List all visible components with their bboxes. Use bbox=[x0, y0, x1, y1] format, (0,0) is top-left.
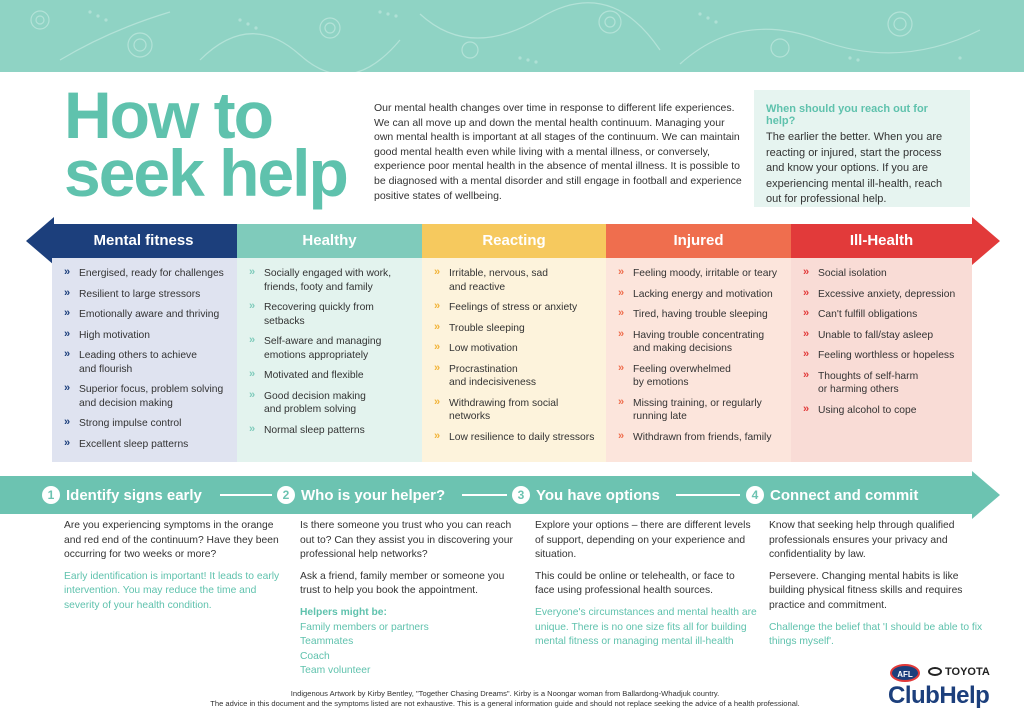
bullet-icon: » bbox=[618, 266, 625, 278]
symptom-item bbox=[64, 438, 229, 452]
bullet-icon: » bbox=[434, 395, 441, 408]
bullet-icon: » bbox=[64, 327, 71, 340]
helper-item: Teammates bbox=[300, 636, 354, 648]
symptom-item bbox=[618, 397, 783, 424]
symptom-item bbox=[64, 288, 229, 302]
symptom-item bbox=[803, 288, 964, 302]
symptom-text: Recovering quickly from setbacks bbox=[264, 302, 374, 327]
symptom-text: Irritable, nervous, sad and reactive bbox=[449, 268, 549, 293]
symptom-text: Self-aware and managing emotions appropriately bbox=[264, 336, 382, 361]
bullet-icon: » bbox=[618, 307, 625, 319]
symptom-list bbox=[618, 267, 783, 444]
continuum-column-5 bbox=[791, 258, 972, 462]
step-1-text: Are you experiencing symptoms in the orange and red end of the continuum? Have they been occurring for two weeks or more? bbox=[64, 520, 279, 561]
symptom-item bbox=[249, 424, 414, 438]
symptom-item bbox=[434, 342, 598, 356]
symptom-item bbox=[803, 370, 964, 397]
symptom-text: Socially engaged with work, friends, footy and family bbox=[264, 268, 392, 293]
artwork-banner bbox=[0, 0, 1024, 72]
bullet-icon: » bbox=[618, 361, 625, 374]
continuum-column-1 bbox=[52, 258, 237, 462]
step-4-highlight: Challenge the belief that 'I should be able to fix things myself'. bbox=[769, 621, 983, 648]
symptom-item bbox=[803, 267, 964, 281]
continuum-label: Healthy bbox=[302, 232, 357, 249]
symptom-item bbox=[249, 335, 414, 362]
step-3-text-2: This could be online or telehealth, or face to face using professional health sources. bbox=[535, 570, 735, 597]
bullet-icon: » bbox=[434, 300, 441, 312]
symptom-item bbox=[434, 267, 598, 294]
bullet-icon: » bbox=[803, 307, 810, 319]
bullet-icon: » bbox=[803, 327, 810, 340]
symptom-text: Unable to fall/stay asleep bbox=[818, 329, 934, 341]
step-2-header bbox=[277, 483, 445, 507]
bullet-icon: » bbox=[434, 320, 441, 333]
bullet-icon: » bbox=[249, 266, 256, 278]
continuum-column-3 bbox=[422, 258, 606, 462]
symptom-item bbox=[434, 322, 598, 336]
step-connector-1 bbox=[220, 494, 272, 496]
symptom-list bbox=[64, 267, 229, 451]
toyota-wordmark: TOYOTA bbox=[945, 666, 990, 678]
helper-item: Coach bbox=[300, 650, 330, 662]
step-2-text: Is there someone you trust who you can reach out to? Can they assist you in discovering your professional help networks? bbox=[300, 520, 513, 561]
callout-body: The earlier the better. When you are reacting or injured, start the process and know your options. If you are experiencing mental ill-health, reach out for professional help. bbox=[766, 131, 943, 205]
symptom-item bbox=[434, 431, 598, 445]
afl-logo: AFL bbox=[890, 664, 920, 682]
step-connector-2 bbox=[462, 494, 507, 496]
step-4-title: Connect and commit bbox=[770, 486, 919, 504]
bullet-icon: » bbox=[618, 286, 625, 299]
symptom-text: Feeling worthless or hopeless bbox=[818, 350, 955, 361]
artwork-credit: Indigenous Artwork by Kirby Bentley, "Together Chasing Dreams". Kirby is a Noongar woman from Ballardong-Whadjuk country. bbox=[290, 689, 720, 698]
step-1-title: Identify signs early bbox=[66, 486, 202, 504]
toyota-emblem-icon bbox=[928, 667, 942, 676]
step-3-highlight: Everyone's circumstances and mental health are unique. There is no one size fits all for building mental fitness or managing mental ill-health bbox=[535, 606, 757, 648]
symptom-text: Social isolation bbox=[818, 268, 887, 279]
page-title bbox=[64, 78, 347, 210]
continuum-column-4 bbox=[606, 258, 791, 462]
helpers-title: Helpers might be: bbox=[300, 606, 387, 618]
bullet-icon: » bbox=[249, 388, 256, 401]
intro-paragraph: Our mental health changes over time in response to different life experiences. We can all move up and down the mental health continuum. Managing your own mental health is important at all stages of the continuum. We can maintain good mental health even while living with a mental illness, or conversely, experience poor mental health in the absence of mental illness. It is possible to be diagnosed with a mental disorder and still engage in football and experience positive states of wellbeing. bbox=[374, 102, 742, 202]
step-2-title: Who is your helper? bbox=[301, 486, 446, 504]
symptom-text: High motivation bbox=[79, 329, 150, 341]
title-line-2: seek help bbox=[64, 136, 347, 210]
continuum-label: Reacting bbox=[482, 232, 546, 249]
symptom-item bbox=[249, 369, 414, 383]
bullet-icon: » bbox=[64, 382, 71, 394]
symptom-text: Superior focus, problem solving and decision making bbox=[79, 384, 224, 409]
steps-arrow bbox=[972, 471, 1000, 519]
continuum-right-arrow bbox=[972, 217, 1000, 265]
step-3-header bbox=[512, 483, 660, 507]
bullet-icon: » bbox=[64, 307, 71, 319]
step-3-number: 3 bbox=[512, 486, 530, 504]
symptom-list bbox=[434, 267, 598, 444]
title-line-1: How to bbox=[64, 78, 272, 152]
step-1-number: 1 bbox=[42, 486, 60, 504]
step-1-header bbox=[42, 483, 202, 507]
continuum-header-2 bbox=[237, 224, 422, 258]
reach-out-callout bbox=[754, 90, 970, 207]
symptom-text: Resilient to large stressors bbox=[79, 288, 201, 300]
bullet-icon: » bbox=[249, 422, 256, 435]
symptom-text: Tired, having trouble sleeping bbox=[633, 309, 768, 320]
bullet-icon: » bbox=[618, 395, 625, 408]
symptom-item bbox=[434, 397, 598, 424]
bullet-icon: » bbox=[434, 361, 441, 374]
bullet-icon: » bbox=[434, 266, 441, 278]
symptom-item bbox=[618, 288, 783, 302]
step-4-body bbox=[769, 519, 991, 657]
bullet-icon: » bbox=[64, 266, 71, 278]
callout-title: When should you reach out for help? bbox=[766, 103, 928, 127]
symptom-text: Feeling moody, irritable or teary bbox=[633, 268, 778, 279]
symptom-text: Normal sleep patterns bbox=[264, 424, 365, 436]
symptom-text: Procrastination and indecisiveness bbox=[449, 363, 537, 388]
step-1-highlight: Early identification is important! It leads to early intervention. You may reduce the time and severity of your health condition. bbox=[64, 570, 280, 611]
symptom-text: Using alcohol to cope bbox=[818, 404, 917, 416]
sponsor-logos bbox=[888, 664, 998, 712]
continuum-label: Mental fitness bbox=[93, 232, 194, 249]
symptom-item bbox=[64, 383, 229, 410]
continuum-label: Ill-Health bbox=[849, 232, 914, 249]
bullet-icon: » bbox=[618, 327, 625, 340]
symptom-item bbox=[803, 329, 964, 343]
bullet-icon: » bbox=[803, 402, 810, 415]
symptom-list bbox=[249, 267, 414, 437]
symptom-text: Good decision making and problem solving bbox=[264, 390, 366, 415]
symptom-item bbox=[434, 301, 598, 315]
symptom-item bbox=[249, 301, 414, 328]
symptom-item bbox=[618, 308, 783, 322]
step-3-title: You have options bbox=[536, 486, 660, 504]
symptom-text: Feelings of stress or anxiety bbox=[449, 302, 578, 313]
bullet-icon: » bbox=[64, 436, 71, 449]
symptom-text: Excessive anxiety, depression bbox=[818, 288, 956, 300]
bullet-icon: » bbox=[64, 286, 71, 299]
symptom-text: Withdrawn from friends, family bbox=[633, 431, 772, 443]
symptom-item bbox=[434, 363, 598, 390]
bullet-icon: » bbox=[249, 368, 256, 380]
bullet-icon: » bbox=[618, 429, 625, 442]
continuum-header-1 bbox=[50, 224, 237, 258]
symptom-text: Leading others to achieve and flourish bbox=[79, 350, 197, 375]
symptom-text: Missing training, or regularly running late bbox=[633, 397, 762, 422]
continuum-header-3 bbox=[422, 224, 606, 258]
bullet-icon: » bbox=[249, 300, 256, 312]
symptom-item bbox=[803, 308, 964, 322]
step-2-number: 2 bbox=[277, 486, 295, 504]
symptom-text: Motivated and flexible bbox=[264, 370, 364, 381]
step-2-text-2: Ask a friend, family member or someone you trust to help you book the appointment. bbox=[300, 570, 505, 597]
step-2-body bbox=[300, 519, 522, 679]
toyota-logo bbox=[928, 666, 990, 678]
symptom-text: Lacking energy and motivation bbox=[633, 288, 773, 300]
symptom-item bbox=[249, 390, 414, 417]
symptom-text: Emotionally aware and thriving bbox=[79, 309, 220, 320]
step-4-header bbox=[746, 483, 918, 507]
bullet-icon: » bbox=[434, 429, 441, 442]
symptom-text: Low resilience to daily stressors bbox=[449, 431, 595, 443]
bullet-icon: » bbox=[64, 348, 71, 360]
step-4-text-2: Persevere. Changing mental habits is like building physical fitness skills and requires practice and commitment. bbox=[769, 570, 963, 611]
continuum-header-5 bbox=[791, 224, 972, 258]
bullet-icon: » bbox=[434, 341, 441, 353]
symptom-text: Having trouble concentrating and making decisions bbox=[633, 329, 765, 354]
continuum-column-2 bbox=[237, 258, 422, 462]
symptom-item bbox=[618, 267, 783, 281]
bullet-icon: » bbox=[803, 368, 810, 381]
symptom-item bbox=[618, 363, 783, 390]
symptom-item bbox=[249, 267, 414, 294]
continuum-label: Injured bbox=[673, 232, 724, 249]
bullet-icon: » bbox=[249, 334, 256, 346]
bullet-icon: » bbox=[64, 416, 71, 428]
step-3-body bbox=[535, 519, 757, 657]
symptom-item bbox=[803, 349, 964, 363]
symptom-text: Trouble sleeping bbox=[449, 322, 525, 334]
symptom-text: Strong impulse control bbox=[79, 418, 182, 429]
step-4-number: 4 bbox=[746, 486, 764, 504]
helper-item: Team volunteer bbox=[300, 665, 371, 677]
step-1-body bbox=[64, 519, 286, 621]
disclaimer: The advice in this document and the symptoms listed are not exhaustive. This is a general information guide and should not replace seeking the advice of a health professional. bbox=[210, 699, 800, 708]
step-4-text: Know that seeking help through qualified professionals ensures your privacy and confidentiality by law. bbox=[769, 520, 955, 561]
continuum-header-4 bbox=[606, 224, 791, 258]
symptom-list bbox=[803, 267, 964, 417]
symptom-text: Can't fulfill obligations bbox=[818, 309, 918, 320]
bullet-icon: » bbox=[803, 348, 810, 360]
step-3-text: Explore your options – there are different levels of support, depending on your experience and situation. bbox=[535, 520, 751, 561]
bullet-icon: » bbox=[803, 266, 810, 278]
helper-item: Family members or partners bbox=[300, 621, 429, 633]
symptom-text: Low motivation bbox=[449, 343, 518, 354]
symptom-item bbox=[64, 349, 229, 376]
symptom-item bbox=[64, 329, 229, 343]
symptom-text: Thoughts of self-harm or harming others bbox=[818, 370, 919, 395]
symptom-item bbox=[618, 431, 783, 445]
indigenous-artwork bbox=[0, 0, 1024, 72]
bullet-icon: » bbox=[803, 286, 810, 299]
step-connector-3 bbox=[676, 494, 740, 496]
symptom-text: Withdrawing from social networks bbox=[449, 397, 559, 422]
symptom-item bbox=[64, 267, 229, 281]
symptom-item bbox=[618, 329, 783, 356]
clubhelp-logo: ClubHelp bbox=[888, 682, 990, 709]
symptom-item bbox=[803, 404, 964, 418]
symptom-item bbox=[64, 308, 229, 322]
symptom-text: Energised, ready for challenges bbox=[79, 268, 224, 279]
symptom-item bbox=[64, 417, 229, 431]
symptom-text: Excellent sleep patterns bbox=[79, 438, 189, 450]
symptom-text: Feeling overwhelmed by emotions bbox=[633, 363, 731, 388]
